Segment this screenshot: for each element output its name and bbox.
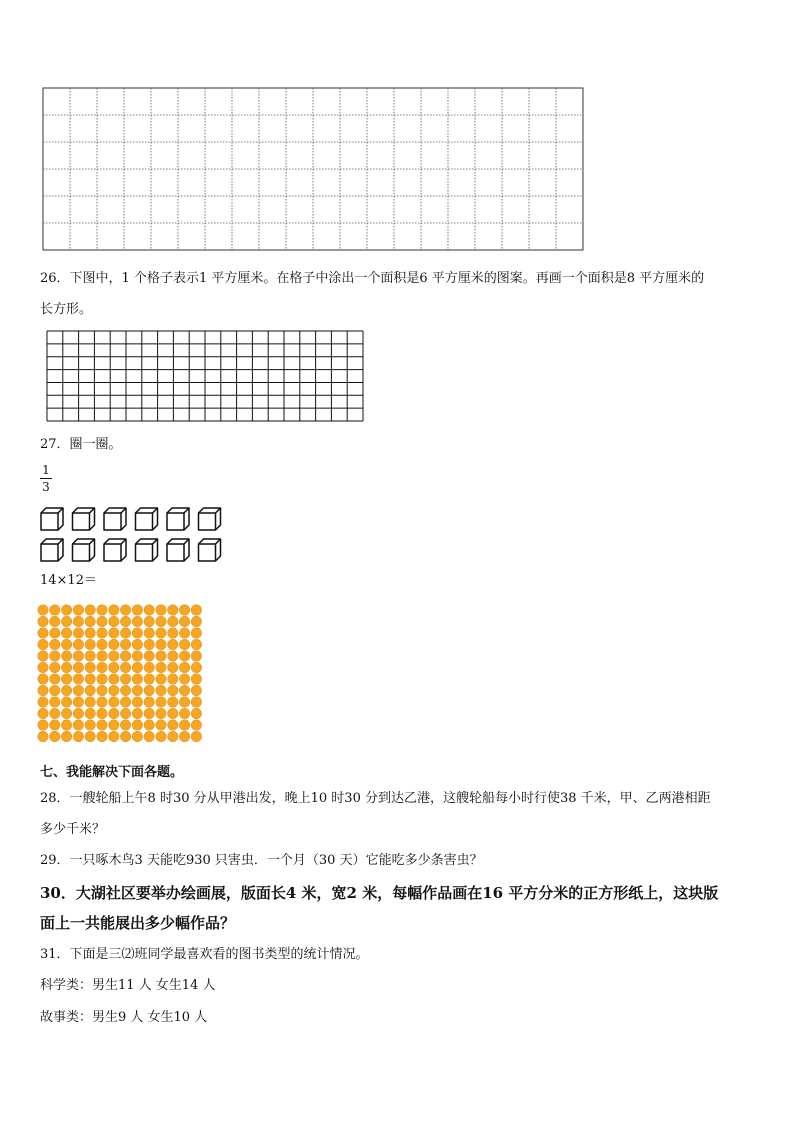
- orange-dot: [168, 674, 178, 684]
- orange-dot: [50, 651, 60, 661]
- orange-dot: [120, 674, 130, 684]
- orange-dot: [61, 628, 71, 638]
- orange-dot: [156, 605, 166, 615]
- orange-dot: [109, 616, 119, 626]
- orange-dot: [38, 731, 48, 741]
- orange-dot: [132, 628, 142, 638]
- orange-dot: [97, 708, 107, 718]
- orange-dot: [38, 651, 48, 661]
- orange-dot: [97, 697, 107, 707]
- orange-dot: [38, 616, 48, 626]
- orange-dot: [120, 605, 130, 615]
- orange-dot: [50, 720, 60, 730]
- orange-dot: [179, 605, 189, 615]
- q26-text-line2: 长方形。: [40, 302, 93, 317]
- orange-dot: [144, 639, 154, 649]
- orange-dot: [120, 651, 130, 661]
- orange-dot: [179, 674, 189, 684]
- orange-dot: [97, 662, 107, 672]
- orange-dot: [168, 628, 178, 638]
- orange-dot: [156, 639, 166, 649]
- orange-dot: [120, 720, 130, 730]
- orange-dot: [109, 731, 119, 741]
- q29-text: 29．一只啄木鸟3 天能吃930 只害虫．一个月（30 天）它能吃多少条害虫？: [40, 853, 483, 868]
- orange-dot: [156, 674, 166, 684]
- orange-dot: [109, 628, 119, 638]
- orange-dot: [61, 662, 71, 672]
- orange-dot: [61, 639, 71, 649]
- orange-dot: [85, 697, 95, 707]
- orange-dot: [38, 662, 48, 672]
- orange-dot: [50, 708, 60, 718]
- orange-dot: [179, 697, 189, 707]
- orange-dot: [61, 731, 71, 741]
- orange-dot: [97, 616, 107, 626]
- orange-dot: [38, 674, 48, 684]
- orange-dot: [191, 651, 201, 661]
- orange-dot: [85, 651, 95, 661]
- orange-dot: [85, 639, 95, 649]
- orange-dot: [97, 685, 107, 695]
- orange-dot: [38, 628, 48, 638]
- orange-dot: [168, 697, 178, 707]
- orange-dot: [97, 720, 107, 730]
- orange-dot: [120, 697, 130, 707]
- orange-dot: [38, 639, 48, 649]
- orange-dot: [61, 685, 71, 695]
- orange-dot: [191, 731, 201, 741]
- orange-dot: [132, 616, 142, 626]
- orange-dot: [61, 616, 71, 626]
- orange-dot: [50, 685, 60, 695]
- orange-dot: [73, 662, 83, 672]
- orange-dot: [132, 685, 142, 695]
- orange-dot: [38, 708, 48, 718]
- orange-dot: [61, 720, 71, 730]
- orange-dot: [144, 697, 154, 707]
- orange-dot: [50, 639, 60, 649]
- orange-dot: [85, 605, 95, 615]
- orange-dot: [109, 674, 119, 684]
- orange-dot: [144, 628, 154, 638]
- orange-dot: [109, 685, 119, 695]
- orange-dot: [38, 697, 48, 707]
- orange-dot: [50, 628, 60, 638]
- orange-dot: [85, 685, 95, 695]
- orange-dot: [156, 616, 166, 626]
- orange-dot: [179, 639, 189, 649]
- orange-dot: [191, 628, 201, 638]
- orange-dot: [144, 708, 154, 718]
- orange-dot: [168, 639, 178, 649]
- orange-dot: [120, 628, 130, 638]
- orange-dot: [109, 720, 119, 730]
- orange-dot: [85, 662, 95, 672]
- orange-dot: [73, 628, 83, 638]
- orange-dot: [120, 639, 130, 649]
- orange-dot: [156, 708, 166, 718]
- q28-text-line1: 28．一艘轮船上午8 时30 分从甲港出发，晚上10 时30 分到达乙港，这艘轮船每小时行使38 千米，甲、乙两港相距: [40, 791, 711, 806]
- orange-dot: [73, 697, 83, 707]
- q30-text-line1: 30．大湖社区要举办绘画展，版面长4 米，宽2 米，每幅作品画在16 平方分米的正方形纸上，这块版: [40, 884, 719, 902]
- orange-dot: [132, 720, 142, 730]
- orange-dot: [179, 708, 189, 718]
- orange-dot: [191, 720, 201, 730]
- orange-dot: [73, 720, 83, 730]
- orange-dot: [191, 616, 201, 626]
- orange-dot: [109, 639, 119, 649]
- q30-text-line2: 面上一共能展出多少幅作品？: [40, 914, 236, 932]
- orange-dot: [73, 616, 83, 626]
- q31-title: 31．下面是三⑵班同学最喜欢看的图书类型的统计情况。: [40, 947, 369, 962]
- orange-dot: [132, 639, 142, 649]
- orange-dot: [191, 662, 201, 672]
- orange-dot: [97, 674, 107, 684]
- orange-dot: [120, 685, 130, 695]
- orange-dot: [144, 616, 154, 626]
- orange-dot: [50, 697, 60, 707]
- orange-dot: [85, 674, 95, 684]
- orange-dot: [109, 662, 119, 672]
- orange-dot: [168, 605, 178, 615]
- orange-dot: [168, 720, 178, 730]
- orange-dot: [85, 628, 95, 638]
- orange-dot: [132, 605, 142, 615]
- orange-dot: [85, 731, 95, 741]
- orange-dot: [144, 685, 154, 695]
- orange-dot: [38, 720, 48, 730]
- orange-dot: [132, 697, 142, 707]
- fraction-numerator: 1: [42, 463, 50, 477]
- orange-dot: [168, 651, 178, 661]
- orange-dot: [168, 685, 178, 695]
- orange-dot: [109, 605, 119, 615]
- q26-text-line1: 26．下图中，1 个格子表示1 平方厘米。在格子中涂出一个面积是6 平方厘米的图案。再画一个面积是8 平方厘米的: [40, 271, 705, 286]
- orange-dot: [73, 708, 83, 718]
- orange-dot: [50, 662, 60, 672]
- orange-dot: [61, 605, 71, 615]
- orange-dot: [97, 628, 107, 638]
- orange-dot: [191, 685, 201, 695]
- orange-dot: [179, 731, 189, 741]
- orange-dot: [144, 674, 154, 684]
- orange-dot: [156, 720, 166, 730]
- orange-dot: [50, 674, 60, 684]
- orange-dot: [50, 616, 60, 626]
- q27-title: 27．圈一圈。: [40, 437, 122, 452]
- orange-dot: [73, 674, 83, 684]
- fraction-denominator: 3: [42, 480, 50, 494]
- orange-dot: [179, 662, 189, 672]
- orange-dot: [156, 697, 166, 707]
- orange-dot: [156, 685, 166, 695]
- orange-dot: [179, 616, 189, 626]
- orange-dot: [191, 697, 201, 707]
- orange-dot: [156, 662, 166, 672]
- orange-dot: [120, 616, 130, 626]
- orange-dot: [38, 685, 48, 695]
- q31-story-row: 故事类：男生9 人 女生10 人: [40, 1010, 208, 1025]
- orange-dot: [132, 731, 142, 741]
- orange-dot: [85, 616, 95, 626]
- orange-dot: [97, 605, 107, 615]
- orange-dot: [144, 731, 154, 741]
- orange-dot: [179, 628, 189, 638]
- orange-dot: [168, 708, 178, 718]
- orange-dot: [61, 651, 71, 661]
- orange-dot: [168, 662, 178, 672]
- orange-dot: [50, 605, 60, 615]
- orange-dot: [109, 697, 119, 707]
- orange-dot: [132, 662, 142, 672]
- orange-dot: [168, 731, 178, 741]
- orange-dot: [109, 708, 119, 718]
- orange-dot: [50, 731, 60, 741]
- orange-dot: [168, 616, 178, 626]
- orange-dot: [156, 731, 166, 741]
- orange-dot: [144, 720, 154, 730]
- orange-dot: [179, 685, 189, 695]
- orange-dot: [144, 605, 154, 615]
- orange-dot: [191, 674, 201, 684]
- q27-expression: 14×12＝: [40, 573, 97, 588]
- orange-dot: [85, 720, 95, 730]
- orange-dot: [73, 685, 83, 695]
- orange-dot: [144, 662, 154, 672]
- orange-dot: [120, 731, 130, 741]
- orange-dot: [97, 639, 107, 649]
- orange-dot: [132, 708, 142, 718]
- orange-dot: [61, 708, 71, 718]
- orange-dot: [97, 731, 107, 741]
- orange-dot: [109, 651, 119, 661]
- orange-dot: [132, 651, 142, 661]
- orange-dot: [144, 651, 154, 661]
- orange-dot: [191, 708, 201, 718]
- orange-dot: [73, 605, 83, 615]
- q28-text-line2: 多少千米？: [40, 822, 106, 837]
- orange-dot: [97, 651, 107, 661]
- orange-dot: [73, 651, 83, 661]
- orange-dot: [61, 697, 71, 707]
- orange-dot: [85, 708, 95, 718]
- orange-dot: [191, 605, 201, 615]
- orange-dot: [120, 708, 130, 718]
- orange-dot: [73, 731, 83, 741]
- section-7-heading: 七、我能解决下面各题。: [40, 765, 184, 780]
- orange-dot: [61, 674, 71, 684]
- orange-dot: [156, 651, 166, 661]
- orange-dot: [179, 720, 189, 730]
- orange-dot: [132, 674, 142, 684]
- orange-dot: [120, 662, 130, 672]
- orange-dot: [156, 628, 166, 638]
- q31-science-row: 科学类：男生11 人 女生14 人: [40, 978, 216, 993]
- orange-dot: [191, 639, 201, 649]
- orange-dot: [38, 605, 48, 615]
- orange-dot: [179, 651, 189, 661]
- orange-dot: [73, 639, 83, 649]
